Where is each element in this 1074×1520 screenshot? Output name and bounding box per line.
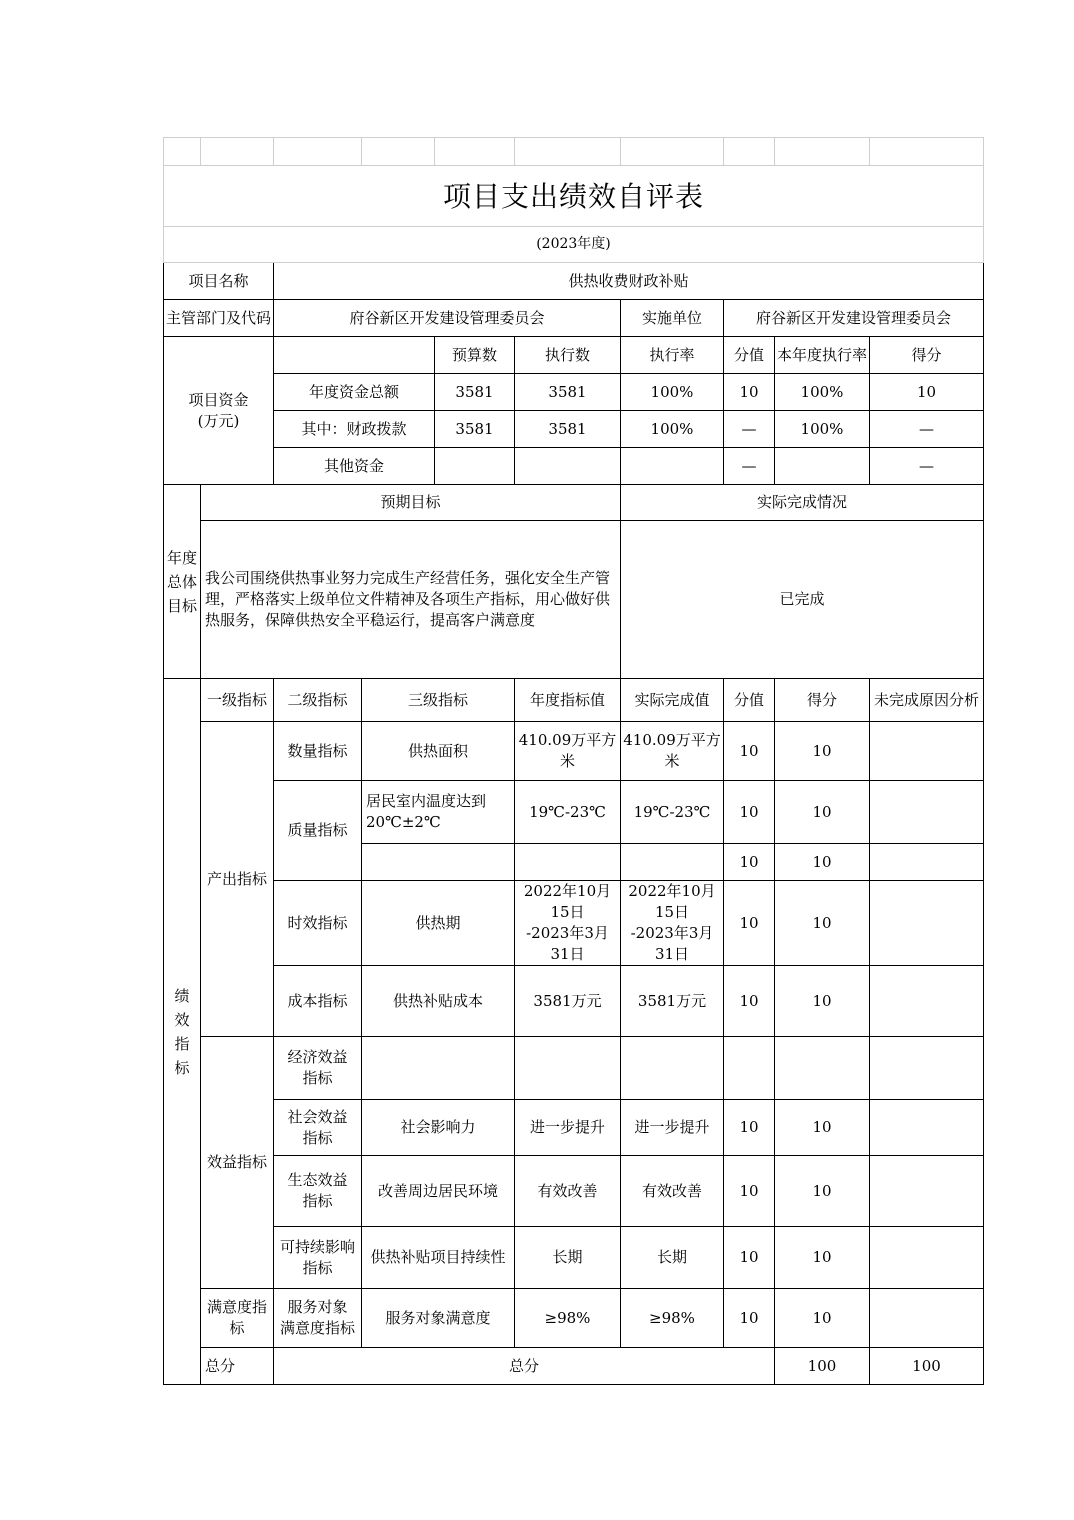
reason-cell <box>870 1227 984 1289</box>
grid-cell <box>775 138 870 166</box>
grid-cell <box>870 138 984 166</box>
l2-line: 经济效益 <box>287 1048 348 1066</box>
funds-score-value: — <box>724 411 775 448</box>
funds-rate: 100% <box>621 374 724 411</box>
reason-cell <box>870 781 984 844</box>
grid-cell <box>164 138 201 166</box>
page-title: 项目支出绩效自评表 <box>164 166 984 227</box>
perf-header-reason: 未完成原因分析 <box>870 679 984 722</box>
grid-cell <box>435 138 515 166</box>
total-label: 总分 <box>201 1348 274 1385</box>
reason-cell <box>870 966 984 1037</box>
actual-value: 进一步提升 <box>621 1100 724 1156</box>
indicator-row-eco <box>164 1156 984 1227</box>
reason-cell <box>870 881 984 966</box>
score-value-empty <box>724 1037 775 1100</box>
indicator-row-time <box>164 881 984 966</box>
grid-cell <box>201 138 274 166</box>
total-score: 100 <box>870 1348 984 1385</box>
funds-score-value: — <box>724 448 775 485</box>
dept-label: 主管部门及代码 <box>164 300 274 337</box>
grid-cell <box>515 138 621 166</box>
target-value: 3581万元 <box>515 966 621 1037</box>
l3-indicator: 服务对象满意度 <box>362 1289 515 1348</box>
l2-line: 指标 <box>302 1258 333 1277</box>
l2-line: 可持续影响 <box>279 1237 355 1256</box>
total-row <box>164 1348 984 1385</box>
funds-header-rate: 执行率 <box>621 337 724 374</box>
funds-score: — <box>870 448 984 485</box>
evaluation-sheet <box>163 137 983 1385</box>
score-value: 10 <box>724 844 775 881</box>
output-indicator-label: 产出指标 <box>201 722 274 1037</box>
project-name-value: 供热收费财政补贴 <box>274 263 984 300</box>
target-line: -2023年3月31日 <box>526 924 609 963</box>
funds-header-value: 分值 <box>724 337 775 374</box>
l3-indicator: 居民室内温度达到20℃±2℃ <box>362 781 515 844</box>
l3-indicator: 供热补贴项目持续性 <box>362 1227 515 1289</box>
grid-cell <box>362 138 435 166</box>
l2-line: 满意度指标 <box>279 1319 355 1337</box>
grid-cell <box>274 138 362 166</box>
actual-completion-header: 实际完成情况 <box>621 485 984 521</box>
funds-rate: 100% <box>621 411 724 448</box>
score-value: 10 <box>724 781 775 844</box>
indicator-row-quantity <box>164 722 984 781</box>
l2-line: 社会效益 <box>287 1107 348 1126</box>
l3-indicator-empty <box>362 1037 515 1100</box>
funds-row-fiscal <box>164 411 984 448</box>
funds-header-annual-rate: 本年度执行率 <box>775 337 870 374</box>
target-value-empty <box>515 844 621 881</box>
funds-row-name: 其中：财政拨款 <box>274 411 435 448</box>
actual-value: 有效改善 <box>621 1156 724 1227</box>
l3-indicator: 供热补贴成本 <box>362 966 515 1037</box>
funds-annual-rate: 100% <box>775 411 870 448</box>
perf-label-char: 绩 <box>174 986 190 1005</box>
l2-line: 指标 <box>302 1128 333 1147</box>
target-value: ≥98% <box>515 1289 621 1348</box>
indicator-row-cost <box>164 966 984 1037</box>
impl-unit-label: 实施单位 <box>621 300 724 337</box>
funds-label-line2: (万元) <box>197 411 240 430</box>
satisfaction-indicator-label: 满意度指标 <box>201 1289 274 1348</box>
l3-indicator: 供热期 <box>362 881 515 966</box>
l2-indicator <box>274 1037 362 1100</box>
score: 10 <box>775 1100 870 1156</box>
l2-indicator: 成本指标 <box>274 966 362 1037</box>
total-value: 100 <box>775 1348 870 1385</box>
year-label: (2023年度) <box>164 227 984 263</box>
goal-label <box>164 485 201 679</box>
actual-line: 2022年10月15日 <box>628 882 716 921</box>
score-empty <box>775 1037 870 1100</box>
target-value-empty <box>515 1037 621 1100</box>
score-value: 10 <box>724 881 775 966</box>
l2-line: 服务对象 <box>287 1298 348 1316</box>
expected-goal-text: 我公司围绕供热事业努力完成生产经营任务，强化安全生产管理，严格落实上级单位文件精神及各项生产指标，用心做好供热服务，保障供热安全平稳运行，提高客户满意度 <box>201 521 621 679</box>
score: 10 <box>775 1289 870 1348</box>
l3-indicator: 社会影响力 <box>362 1100 515 1156</box>
score-value: 10 <box>724 1156 775 1227</box>
funds-header-budget: 预算数 <box>435 337 515 374</box>
perf-header-score: 得分 <box>775 679 870 722</box>
goal-label-line: 目标 <box>166 596 197 615</box>
expected-goal-header: 预期目标 <box>201 485 621 521</box>
target-value <box>515 881 621 966</box>
funds-header-blank <box>274 337 435 374</box>
funds-label-line1: 项目资金 <box>188 390 249 409</box>
target-value: 有效改善 <box>515 1156 621 1227</box>
funds-header-score: 得分 <box>870 337 984 374</box>
funds-row-other <box>164 448 984 485</box>
dept-value: 府谷新区开发建设管理委员会 <box>274 300 621 337</box>
actual-value: ≥98% <box>621 1289 724 1348</box>
actual-value: 410.09万平方米 <box>621 722 724 781</box>
target-value: 进一步提升 <box>515 1100 621 1156</box>
benefit-indicator-label: 效益指标 <box>201 1037 274 1289</box>
project-name-label: 项目名称 <box>164 263 274 300</box>
impl-unit-value: 府谷新区开发建设管理委员会 <box>724 300 984 337</box>
reason-cell <box>870 1100 984 1156</box>
l2-indicator <box>274 1227 362 1289</box>
grid-cell <box>621 138 724 166</box>
l2-indicator: 数量指标 <box>274 722 362 781</box>
score-value: 10 <box>724 966 775 1037</box>
blank-grid-row <box>164 138 984 166</box>
l3-indicator: 供热面积 <box>362 722 515 781</box>
target-value: 410.09万平方米 <box>515 722 621 781</box>
reason-cell <box>870 1037 984 1100</box>
reason-cell <box>870 1156 984 1227</box>
grid-cell <box>724 138 775 166</box>
evaluation-table <box>163 137 984 1385</box>
indicator-row-quality <box>164 781 984 844</box>
actual-value-empty <box>621 1037 724 1100</box>
actual-value: 19℃-23℃ <box>621 781 724 844</box>
perf-label <box>164 679 201 1385</box>
perf-label-char: 标 <box>174 1058 190 1077</box>
perf-header-actual: 实际完成值 <box>621 679 724 722</box>
reason-cell <box>870 844 984 881</box>
l2-indicator <box>274 1100 362 1156</box>
funds-budget: 3581 <box>435 411 515 448</box>
indicator-row-economic <box>164 1037 984 1100</box>
target-line: 2022年10月15日 <box>523 882 612 921</box>
l2-line: 指标 <box>302 1192 333 1210</box>
l2-indicator: 质量指标 <box>274 781 362 881</box>
funds-executed: 3581 <box>515 374 621 411</box>
l2-indicator <box>274 1156 362 1227</box>
funds-label <box>164 337 274 485</box>
funds-header-executed: 执行数 <box>515 337 621 374</box>
score-value: 10 <box>724 722 775 781</box>
indicator-row-service <box>164 1289 984 1348</box>
funds-row-total <box>164 374 984 411</box>
score: 10 <box>775 844 870 881</box>
actual-value: 长期 <box>621 1227 724 1289</box>
target-value: 长期 <box>515 1227 621 1289</box>
funds-score-value: 10 <box>724 374 775 411</box>
perf-header-l2: 二级指标 <box>274 679 362 722</box>
actual-line: -2023年3月31日 <box>630 924 714 963</box>
score-value: 10 <box>724 1100 775 1156</box>
indicator-row-sustain <box>164 1227 984 1289</box>
score: 10 <box>775 966 870 1037</box>
score-value: 10 <box>724 1227 775 1289</box>
score: 10 <box>775 1156 870 1227</box>
l2-indicator <box>274 1289 362 1348</box>
perf-label-char: 指 <box>174 1034 190 1053</box>
target-value: 19℃-23℃ <box>515 781 621 844</box>
score-value: 10 <box>724 1289 775 1348</box>
actual-value: 3581万元 <box>621 966 724 1037</box>
funds-score: — <box>870 411 984 448</box>
score: 10 <box>775 781 870 844</box>
score: 10 <box>775 881 870 966</box>
funds-annual-rate: 100% <box>775 374 870 411</box>
perf-header-l3: 三级指标 <box>362 679 515 722</box>
funds-budget <box>435 448 515 485</box>
actual-value <box>621 881 724 966</box>
goal-label-line: 年度 <box>166 548 197 567</box>
l3-indicator: 改善周边居民环境 <box>362 1156 515 1227</box>
score: 10 <box>775 1227 870 1289</box>
actual-value-empty <box>621 844 724 881</box>
score: 10 <box>775 722 870 781</box>
funds-score: 10 <box>870 374 984 411</box>
reason-cell <box>870 722 984 781</box>
perf-label-char: 效 <box>174 1010 190 1029</box>
l2-line: 指标 <box>302 1069 333 1087</box>
goal-label-line: 总体 <box>166 572 197 591</box>
perf-header-target: 年度指标值 <box>515 679 621 722</box>
funds-annual-rate <box>775 448 870 485</box>
reason-cell <box>870 1289 984 1348</box>
l2-line: 生态效益 <box>287 1171 348 1189</box>
funds-executed <box>515 448 621 485</box>
total-mid-label: 总分 <box>274 1348 775 1385</box>
funds-budget: 3581 <box>435 374 515 411</box>
l2-indicator: 时效指标 <box>274 881 362 966</box>
funds-row-name: 年度资金总额 <box>274 374 435 411</box>
perf-header-l1: 一级指标 <box>201 679 274 722</box>
funds-rate <box>621 448 724 485</box>
perf-header-value: 分值 <box>724 679 775 722</box>
indicator-row-social <box>164 1100 984 1156</box>
actual-completion-text: 已完成 <box>621 521 984 679</box>
funds-executed: 3581 <box>515 411 621 448</box>
l3-indicator-empty <box>362 844 515 881</box>
funds-row-name: 其他资金 <box>274 448 435 485</box>
